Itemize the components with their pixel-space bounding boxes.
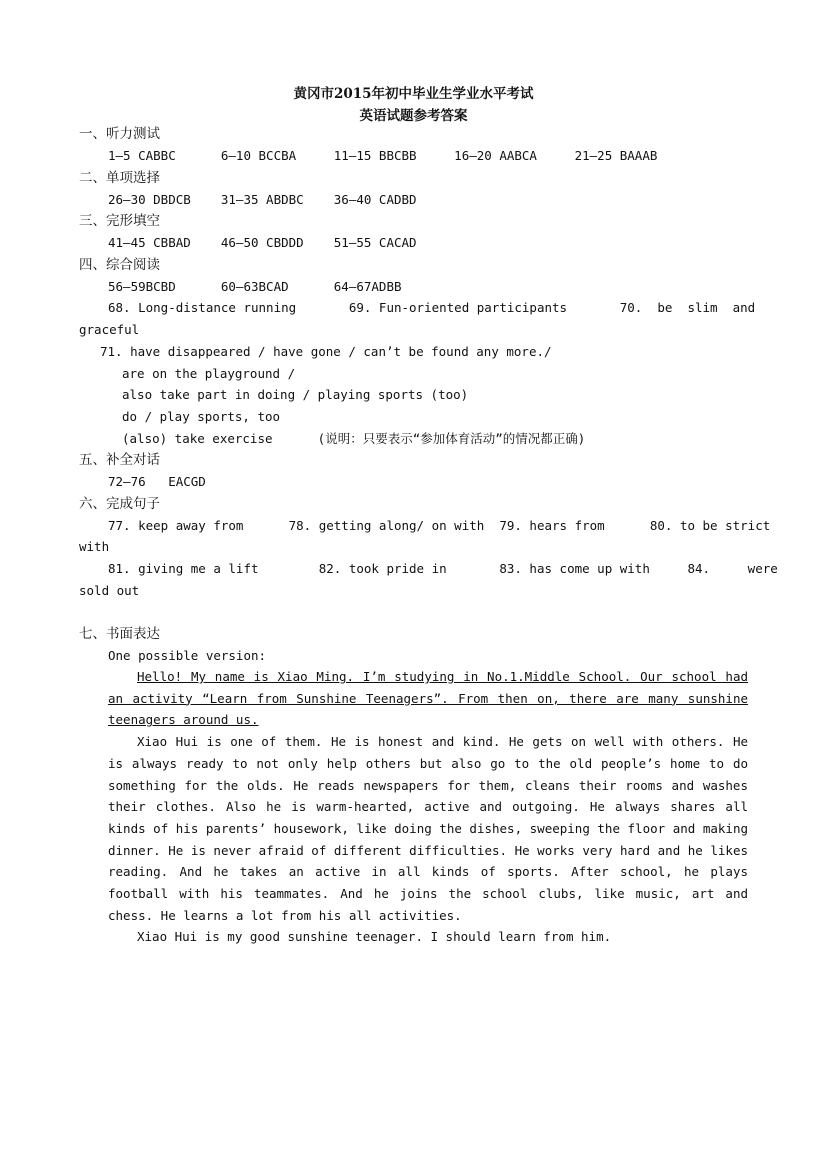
answers-q81-84-cont: sold out — [79, 583, 140, 598]
answers-q81-84: 81. giving me a lift 82. took pride in 83. has come up with 84. were — [108, 561, 778, 576]
answers-q68-70-cont: graceful — [79, 322, 140, 337]
document-subtitle: 英语试题参考答案 — [359, 108, 468, 124]
essay-paragraph-2: Xiao Hui is one of them. He is honest and kind. He gets on well with others. He is always ready to not only help others but also go to the old people’s home to do something for the olds. He reads newspapers for them, cleans their rooms and washes their clothes. Also he is warm-hearted, active and outgoing. He always shares all kinds of his parents’ housework, like doing the dishes, sweeping the floor and making dinner. He is never afraid of different difficulties. He works very hard and he likes reading. And he takes an active in all kinds of sports. After school, he plays football with his teammates. And he joins the school clubs, like music, art and chess. He learns a lot from his all activities. — [108, 734, 748, 923]
answers-q68-70: 68. Long-distance running 69. Fun-oriented participants 70. be slim and — [108, 300, 756, 315]
section-heading-cloze: 三、完形填空 — [79, 213, 160, 229]
answers-q71-line4: do / play sports, too — [122, 409, 281, 424]
answers-cloze: 41—45 CBBAD 46—50 CBDDD 51—55 CACAD — [108, 235, 417, 250]
answers-q77-80: 77. keep away from 78. getting along/ on with 79. hears from 80. to be strict — [108, 518, 771, 533]
answers-single-choice: 26—30 DBDCB 31—35 ABDBC 36—40 CADBD — [108, 192, 417, 207]
answers-q71-line2: are on the playground / — [122, 366, 296, 381]
answers-reading: 56—59BCBD 60—63BCAD 64—67ADBB — [108, 279, 402, 294]
answers-q71-line3: also take part in doing / playing sports (too) — [122, 387, 469, 402]
answers-listening: 1—5 CABBC 6—10 BCCBA 11—15 BBCBB 16—20 AABCA 21—25 BAAAB — [108, 148, 658, 163]
writing-essay — [108, 666, 748, 948]
essay-paragraph-3: Xiao Hui is my good sunshine teenager. I should learn from him. — [137, 929, 612, 945]
section-heading-dialogue: 五、补全对话 — [79, 452, 160, 468]
essay-paragraph-1: Hello! My name is Xiao Ming. I’m studying in No.1.Middle School. Our school had an activity “Learn from Sunshine Teenagers”. From then on, there are many sunshine teenagers around us. — [108, 669, 748, 728]
answers-q77-80-cont: with — [79, 539, 110, 554]
section-heading-writing: 七、书面表达 — [79, 626, 160, 642]
writing-intro: One possible version: — [108, 648, 267, 663]
document-title: 黄冈市2015年初中毕业生学业水平考试 — [293, 86, 534, 102]
answers-q71-line5: (also) take exercise (说明：只要表示“参加体育活动”的情况都正确) — [122, 431, 586, 446]
section-heading-reading: 四、综合阅读 — [79, 257, 160, 273]
section-heading-listening: 一、听力测试 — [79, 126, 160, 142]
section-heading-sentences: 六、完成句子 — [79, 496, 160, 512]
section-heading-single-choice: 二、单项选择 — [79, 170, 160, 186]
answers-dialogue: 72—76 EACGD — [108, 474, 206, 489]
answers-q71-line1: 71. have disappeared / have gone / can’t be found any more./ — [100, 344, 552, 359]
